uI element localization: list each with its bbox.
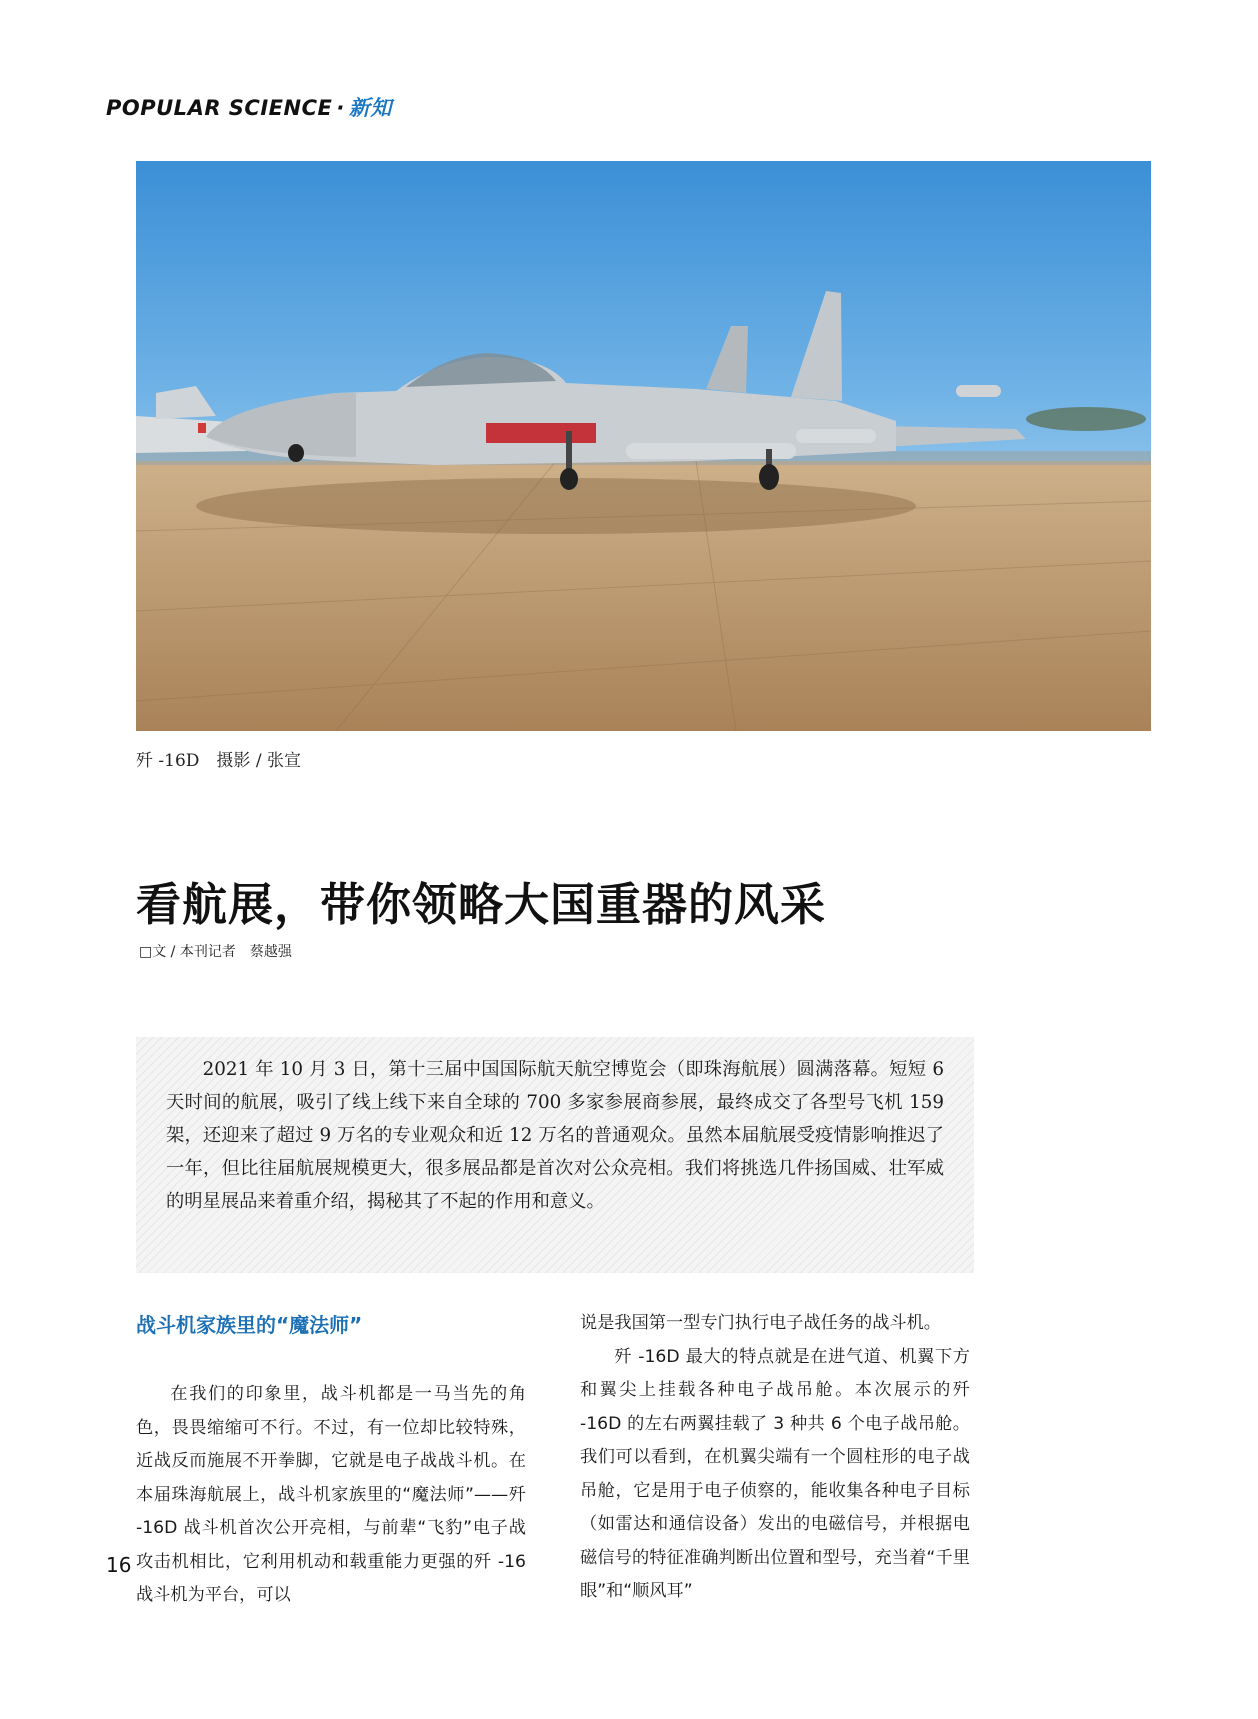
brand-name: POPULAR SCIENCE	[106, 96, 333, 120]
aircraft-photo	[136, 161, 1151, 731]
left-column	[136, 1309, 526, 1613]
right-paragraph: 歼 -16D 最大的特点就是在进气道、机翼下方和翼尖上挂载各种电子战吊舱。本次展示的歼 -16D 的左右两翼挂载了 3 种共 6 个电子战吊舱。我们可以看到，在机翼尖端有一个圆柱形的电子战吊舱，它是用于电子侦察的，能收集各种电子目标（如雷达和通信设备）发出的电磁信号，并根据电磁信号的特征准确判断出位置和型号，充当着“千里眼”和“顺风耳”	[580, 1346, 970, 1601]
article-byline: □文 / 本刊记者 蔡越强	[139, 944, 292, 960]
left-paragraph: 在我们的印象里，战斗机都是一马当先的角色，畏畏缩缩可不行。不过，有一位却比较特殊，近战反而施展不开拳脚，它就是电子战战斗机。在本届珠海航展上，战斗机家族里的“魔法师”——歼 -16D 战斗机首次公开亮相，与前辈“飞豹”电子战攻击机相比，它利用机动和载重能力更强的歼 -16 战斗机为平台，可以	[136, 1384, 526, 1605]
section-name: 新知	[348, 96, 392, 120]
header-separator: ·	[336, 96, 345, 120]
aircraft-illustration	[136, 161, 1151, 731]
article-title: 看航展，带你领略大国重器的风采	[136, 878, 827, 931]
section-heading: 战斗机家族里的“魔法师”	[136, 1313, 363, 1337]
magazine-header	[106, 92, 392, 122]
right-paragraph-continuation: 说是我国第一型专门执行电子战任务的战斗机。	[580, 1313, 941, 1333]
page-number: 16	[106, 1553, 132, 1577]
photo-caption: 歼 -16D 摄影 / 张宣	[136, 751, 301, 771]
lead-paragraph: 2021 年 10 月 3 日，第十三届中国国际航天航空博览会（即珠海航展）圆满落幕。短短 6 天时间的航展，吸引了线上线下来自全球的 700 多家参展商参展，最终成交了各型号飞机 159 架，还迎来了超过 9 万名的专业观众和近 12 万名的普通观众。虽然本届航展受疫情影响推迟了一年，但比往届航展规模更大，很多展品都是首次对公众亮相。我们将挑选几件扬国威、壮军威的明星展品来着重介绍，揭秘其了不起的作用和意义。	[166, 1059, 944, 1212]
right-column	[580, 1307, 970, 1609]
